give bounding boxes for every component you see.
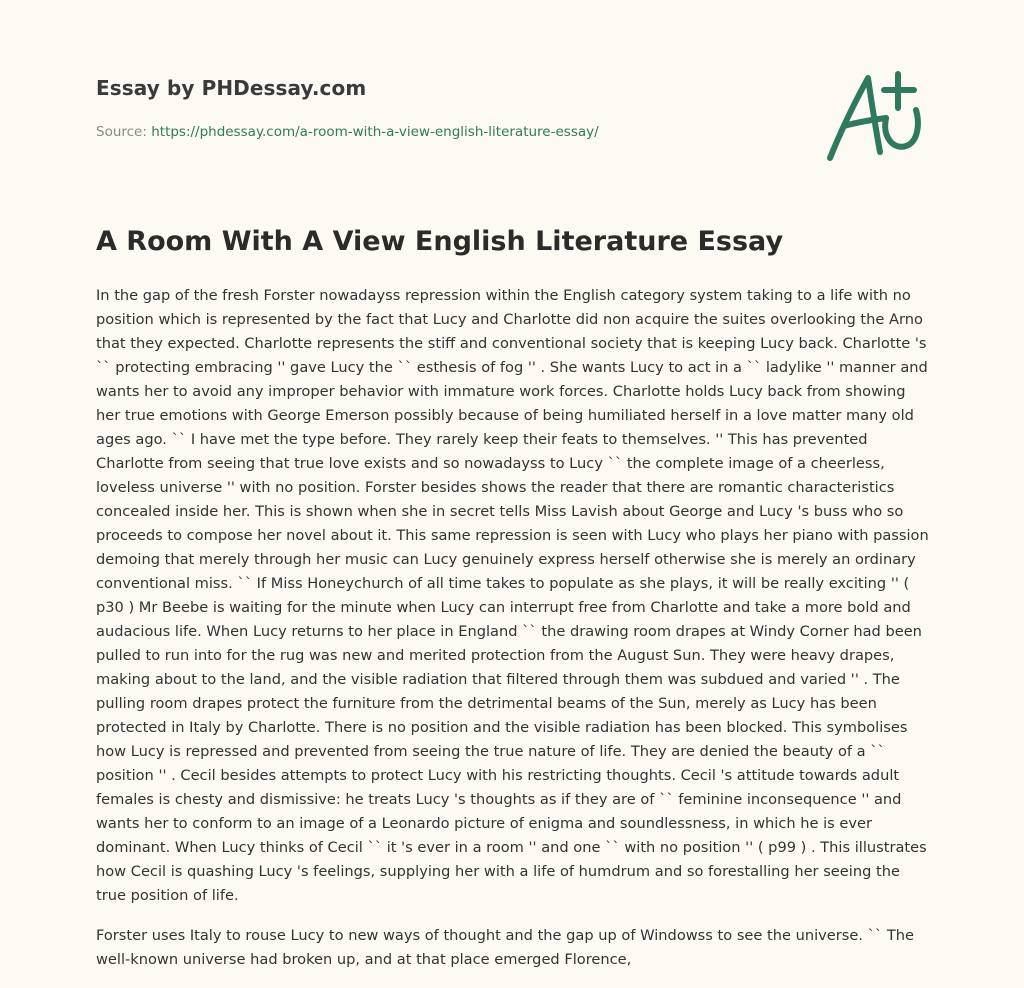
site-title: Essay by PHDessay.com [96, 76, 367, 100]
essay-body [96, 284, 932, 988]
source-line [96, 124, 599, 140]
source-label: Source: [96, 124, 147, 140]
essay-paragraph: Forster uses Italy to rouse Lucy to new ways of thought and the gap up of Windowss to see the universe. `` The well-known universe had broken up, and at that place emerged Florence, [96, 927, 915, 968]
essay-title: A Room With A View English Literature Essay [96, 226, 784, 257]
essay-paragraph: In the gap of the fresh Forster nowadayss repression within the English category system taking to a life with no position which is represented by the fact that Lucy and Charlotte did non acquire the suites overlooking the Arno that they expected. Charlotte represents the stiff and conventional society that is keeping Lucy back. Charlotte 's `` protecting embracing '' gave Lucy the `` esthesis of fog '' . She wants Lucy to act in a `` ladylike '' manner and wants her to avoid any improper behavior with immature work forces. Charlotte holds Lucy back from showing her true emotions with George Emerson possibly because of being humiliated herself in a love matter many old ages ago. `` I have met the type before. They rarely keep their feats to themselves. '' This has prevented Charlotte from seeing that true love exists and so nowadayss to Lucy `` the complete image of a cheerless, loveless universe '' with no position. Forster besides shows the reader that there are romantic characteristics concealed inside her. This is shown when she in secret tells Miss Lavish about George and Lucy 's buss who so proceeds to compose her novel about it. This same repression is seen with Lucy who plays her piano with passion demoing that merely through her music can Lucy genuinely express herself otherwise she is merely an ordinary conventional miss. `` If Miss Honeychurch of all time takes to populate as she plays, it will be really exciting '' ( p30 ) Mr Beebe is waiting for the minute when Lucy can interrupt free from Charlotte and take a more bold and audacious life. When Lucy returns to her place in England `` the drawing room drapes at Windy Corner had been pulled to run into for the rug was new and merited protection from the August Sun. They were heavy drapes, making about to the land, and the visible radiation that filtered through them was subdued and varied '' . The pulling room drapes protect the furniture from the detrimental beams of the Sun, merely as Lucy has been protected in Italy by Charlotte. There is no position and the visible radiation has been blocked. This symbolises how Lucy is repressed and prevented from seeing the true nature of life. They are denied the beauty of a `` position '' . Cecil besides attempts to protect Lucy with his restricting thoughts. Cecil 's attitude towards adult females is chesty and dismissive: he treats Lucy 's thoughts as if they are of `` feminine inconsequence '' and wants her to conform to an image of a Leonardo picture of enigma and soundlessness, in which he is ever dominant. When Lucy thinks of Cecil `` it 's ever in a room '' and one `` with no position '' ( p99 ) . This illustrates how Cecil is quashing Lucy 's feelings, supplying her with a life of humdrum and so forestalling her seeing the true position of life. [96, 287, 929, 904]
a-plus-logo-icon [820, 66, 930, 166]
source-link[interactable]: https://phdessay.com/a-room-with-a-view-english-literature-essay/ [151, 124, 599, 140]
